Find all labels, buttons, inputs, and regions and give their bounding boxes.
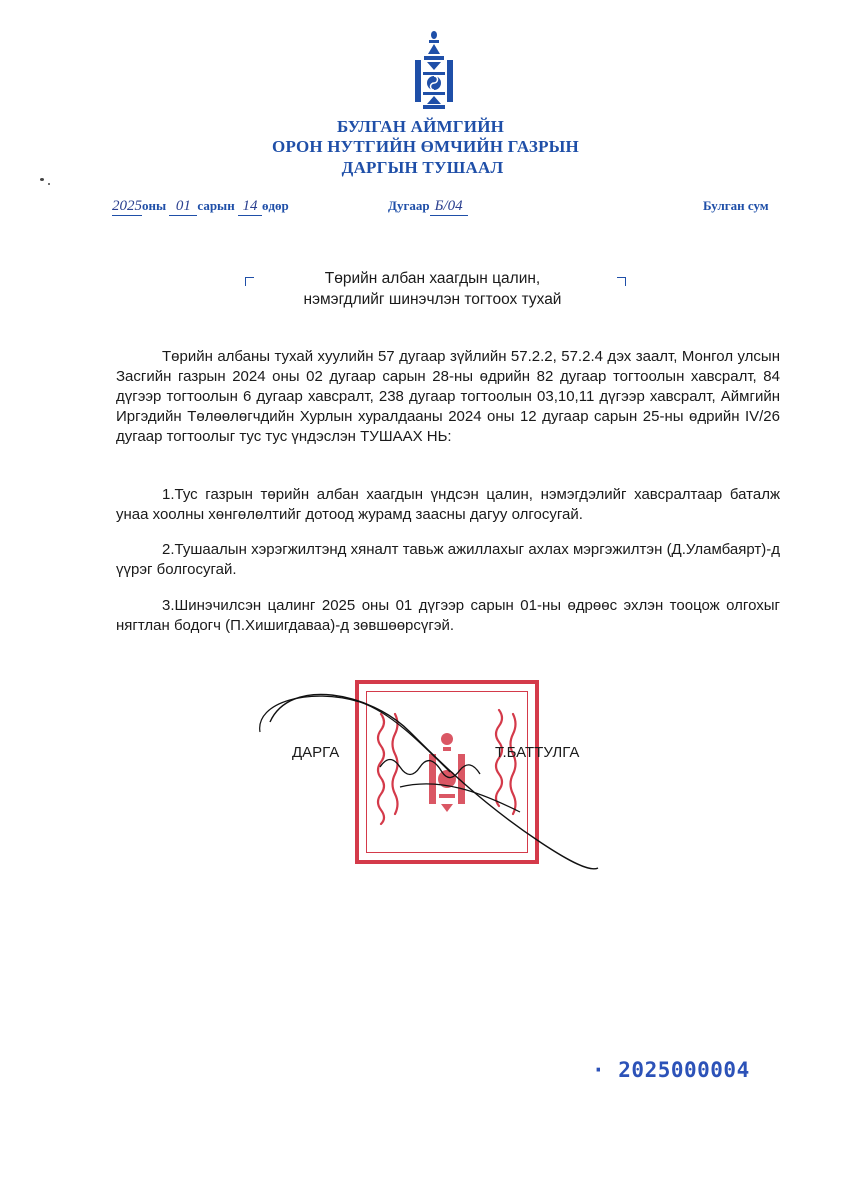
- subject-line-2: нэмэгдлийг шинэчлэн тогтоох тухай: [303, 291, 562, 308]
- date-day: 14: [238, 198, 262, 216]
- document-number: [388, 198, 468, 216]
- signatory-name: Т.БАТТУЛГА: [495, 744, 580, 761]
- order-item-3: [116, 596, 780, 636]
- date-month-suffix: сарын: [197, 198, 235, 213]
- header-line-2: ОРОН НУТГИЙН ӨМЧИЙН ГАЗРЫН: [272, 137, 579, 156]
- intro-paragraph: [116, 347, 780, 447]
- handwritten-signature: [250, 682, 610, 882]
- document-subject: [250, 268, 615, 310]
- state-emblem-icon: [409, 30, 459, 110]
- header-line-1: БУЛГАН АЙМГИЙН: [336, 117, 505, 136]
- intro-text: Төрийн албаны тухай хуулийн 57 дугаар зүйлийн 57.2.2, 57.2.4 дэх заалт, Монгол улсын Засгийн газрын 2024 оны 02 дугаар сарын 28-ны өдрийн 82 дугаар тогтоолын хавсралт, 84 дүгээр тогтоолын 6 дугаар хавсралт, 238 дугаар тогтоолын 03,10,11 дүгээр хавсралт, Аймгийн Иргэдийн Төлөөлөгчдийн Хурлын хуралдааны 2024 оны 12 дугаар сарын 25-ны өдрийн IV/26 дугаар тогтоолыг тус тус үндэслэн ТУШААХ НЬ:: [116, 348, 780, 445]
- order-item-1-text: 1.Тус газрын төрийн албан хаагдын үндсэн цалин, нэмэгдэлийг хавсралтаар баталж унаа хоолны хөнгөлөлтийг дотоод журамд заасны дагуу олгосугай.: [116, 486, 780, 523]
- scan-speck: [48, 183, 50, 185]
- date-day-suffix: өдөр: [261, 198, 289, 213]
- scan-speck: [40, 178, 44, 181]
- document-date: [112, 198, 289, 216]
- subject-line-1: Төрийн албан хаагдын цалин,: [324, 270, 541, 287]
- date-year-suffix: оны: [142, 198, 167, 213]
- order-item-2: [116, 540, 780, 580]
- number-value: Б/04: [430, 198, 468, 216]
- header-line-3: ДАРГЫН ТУШААЛ: [341, 158, 504, 177]
- number-label: Дугаар: [388, 198, 430, 213]
- date-year: 2025: [112, 198, 142, 214]
- signatory-title: ДАРГА: [292, 744, 340, 761]
- document-place: Булган сум: [703, 198, 769, 213]
- subject-bracket-right: [617, 277, 626, 286]
- order-item-1: [116, 485, 780, 525]
- order-item-3-text: 3.Шинэчилсэн цалинг 2025 оны 01 дүгээр сарын 01-ны өдрөөс эхлэн тооцож олгохыг нягтлан бодогч (П.Хишигдаваа)-д зөвшөөрсүгэй.: [116, 597, 780, 634]
- order-item-2-text: 2.Тушаалын хэрэгжилтэнд хяналт тавьж ажиллахыг ахлах мэргэжилтэн (Д.Уламбаярт)-д үүрэг болгосугай.: [116, 541, 780, 578]
- registration-number: · 2025000004: [592, 1058, 750, 1082]
- date-month: 01: [169, 198, 197, 216]
